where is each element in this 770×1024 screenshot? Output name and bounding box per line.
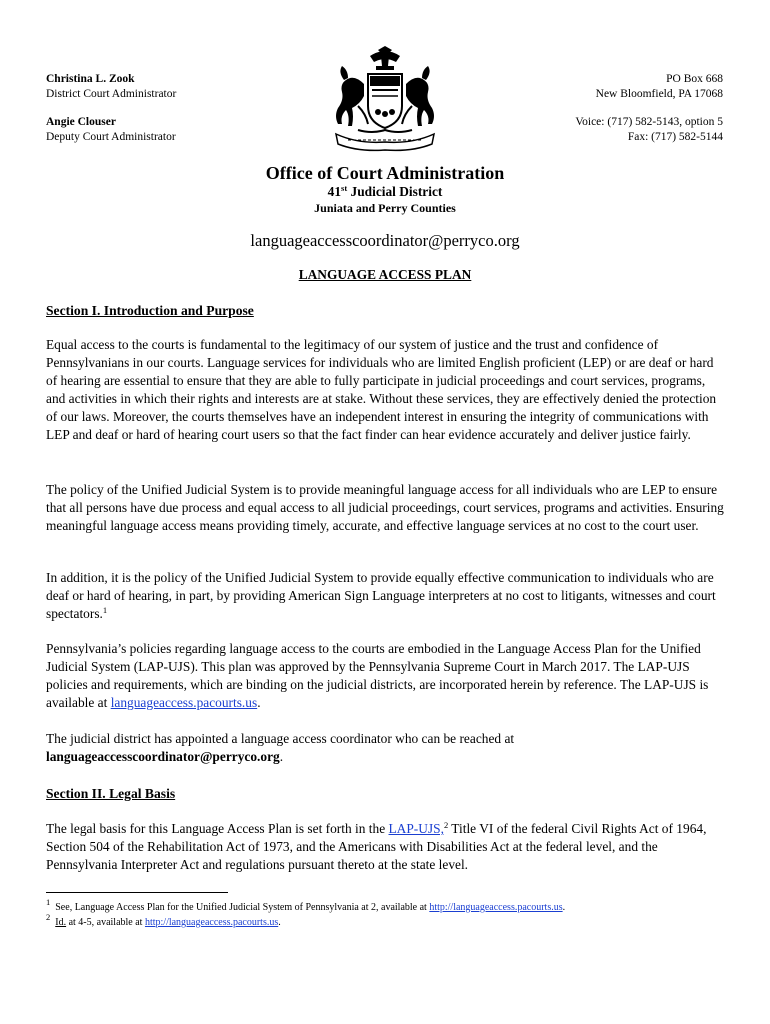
- header-right: [463, 72, 723, 144]
- administrator-name: Christina L. Zook: [46, 73, 135, 85]
- office-title: Office of Court Administration: [265, 163, 505, 183]
- section-2-paragraph-1: The legal basis for this Language Access Plan is set forth in the LAP-UJS,$^2$ Title VI of the federal Civil Rights Act of 1964, Section 504 of the Rehabilitation Act of 1973, and the Americans with Disabilities Act at the federal level, and the Pennsylvania Interpreter Act and regulations pursuant thereto at the state level.: [46, 820, 707, 872]
- footnote-ref-2: 2: [443, 820, 449, 830]
- counties: Juniata and Perry Counties: [314, 201, 456, 215]
- address-line-2: New Bloomfield, PA 17068: [595, 87, 723, 100]
- coat-of-arms-seal: [318, 44, 452, 156]
- section-2-heading: Section II. Legal Basis: [46, 786, 176, 801]
- section-1-paragraph-3: In addition, it is the policy of the Unified Judicial System to provide equally effective communication to individuals who are deaf or hard of hearing, in part, by providing American Sign Language interpreters at no cost to litigants, witnesses and court spectators.$^1$: [46, 570, 716, 621]
- judicial-district: 41st Judicial District: [327, 183, 443, 199]
- section-1-paragraph-2: The policy of the Unified Judicial System is to provide meaningful language access for all individuals who are LEP to ensure that all persons have due process and equal access to all judicial proceedings, court services, programs and activities. Ensuring meaningful language access means providing timely, accurate, and effective language services at no cost to the court user.: [46, 482, 724, 533]
- document-title: LANGUAGE ACCESS PLAN: [298, 267, 472, 282]
- footnote-ref-1: 1: [102, 605, 108, 615]
- footnote-divider: [46, 892, 228, 893]
- lap-ujs-reference-link[interactable]: LAP-UJS,: [388, 821, 444, 836]
- coordinator-email: languageaccesscoordinator@perryco.org: [46, 749, 280, 764]
- section-1-heading: Section I. Introduction and Purpose: [46, 303, 254, 318]
- section-1-paragraph-4: Pennsylvania’s policies regarding language access to the courts are embodied in the Language Access Plan for the Unified Judicial System (LAP-UJS). This plan was approved by the Pennsylvania Supreme Court in March 2017. The LAP-UJS policies and requirements, which are binding on the judicial districts, are incorporated herein by reference. The LAP-UJS is available at languageaccess.pacourts.us.: [46, 641, 709, 710]
- footnote-2-link[interactable]: http://languageaccess.pacourts.us: [144, 917, 279, 928]
- address-line-1: PO Box 668: [666, 73, 723, 85]
- footnote-1-link[interactable]: http://languageaccess.pacourts.us: [429, 902, 563, 913]
- fax-number: Fax: (717) 582-5144: [627, 130, 723, 143]
- coordinator-email-header: languageaccesscoordinator@perryco.org: [250, 231, 520, 250]
- administrator-title: District Court Administrator: [46, 87, 177, 100]
- deputy-name: Angie Clouser: [46, 116, 116, 128]
- section-1-paragraph-5: The judicial district has appointed a language access coordinator who can be reached at languageaccesscoordinator@perryco.org.: [46, 731, 515, 764]
- footnote-1: $^1$ See, Language Access Plan for the Unified Judicial System of Pennsylvania at 2, available at http://languageaccess.pacourts.us.: [46, 897, 566, 913]
- lap-ujs-link[interactable]: languageaccess.pacourts.us: [110, 695, 258, 710]
- header-left: [46, 72, 176, 144]
- voice-phone: Voice: (717) 582-5143, option 5: [575, 116, 723, 128]
- deputy-title: Deputy Court Administrator: [46, 130, 176, 143]
- footnote-2: $^2$ Id. at 4-5, available at http://languageaccess.pacourts.us.: [46, 912, 281, 928]
- section-1-paragraph-1: Equal access to the courts is fundamental to the legitimacy of our system of justice and the trust and confidence of Pennsylvanians in our courts. Language services for individuals who are limited English proficient (LEP) or are deaf or hard of hearing are essential to ensure that they are able to fully participate in judicial proceedings and court services, programs, and activities in which their rights and interests are at stake. Without these services, they are effectively denied the protection of our laws. Moreover, the courts themselves have an independent interest in ensuring the integrity of communications with LEP and deaf or hard of hearing court users so that the fact finder can hear evidence accurately and deliver justice fairly.: [46, 337, 717, 442]
